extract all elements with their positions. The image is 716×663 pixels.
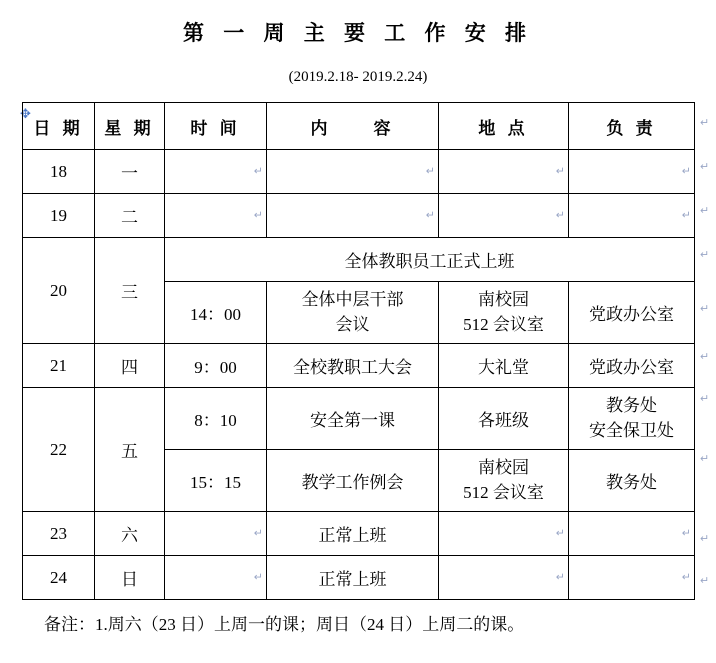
table-row: [23, 556, 695, 600]
paragraph-mark-icon: ↵: [681, 571, 691, 583]
cell-weekday-21: 四: [95, 344, 165, 388]
cell-owner-20: 党政办公室: [569, 282, 695, 344]
cell-content-22-a: 安全第一课: [267, 388, 439, 450]
row-end-mark-icon: ↵: [700, 533, 710, 545]
cell-weekday-18: 一: [95, 150, 165, 194]
document-page: [0, 17, 716, 663]
cell-time-21: 9：00: [165, 344, 267, 388]
row-end-mark-icon: ↵: [700, 249, 710, 261]
cell-weekday-20: 三: [95, 238, 165, 344]
cell-content-20-line1: 全体中层干部: [301, 289, 404, 309]
cell-place-22-b-line2: 512 会议室: [463, 482, 544, 502]
table-row: [23, 150, 695, 194]
row-end-mark-icon: ↵: [700, 117, 710, 129]
cell-place-20-line1: 南校园: [478, 289, 529, 309]
cell-weekday-24: 日: [95, 556, 165, 600]
cell-content-22-b: 教学工作例会: [267, 450, 439, 512]
column-header-date: 日 期: [23, 103, 95, 150]
paragraph-mark-icon: ↵: [681, 209, 691, 221]
cell-date-24: 24: [23, 556, 95, 600]
paragraph-mark-icon: ↵: [555, 165, 565, 177]
cell-date-19: 19: [23, 194, 95, 238]
table-row: [23, 388, 695, 450]
cell-owner-24: [569, 556, 695, 600]
paragraph-mark-icon: ↵: [253, 209, 263, 221]
table-row: [23, 512, 695, 556]
table-row: [23, 194, 695, 238]
row-end-mark-icon: ↵: [700, 161, 710, 173]
page-title: 第 一 周 主 要 工 作 安 排: [183, 21, 533, 45]
column-header-weekday: 星 期: [95, 103, 165, 150]
table-move-handle-icon[interactable]: ✥: [20, 106, 31, 121]
cell-owner-23: [569, 512, 695, 556]
cell-date-23: 23: [23, 512, 95, 556]
cell-place-19: [439, 194, 569, 238]
cell-owner-22-a-line1: 教务处: [606, 395, 657, 415]
column-header-time: 时 间: [165, 103, 267, 150]
cell-time-23: [165, 512, 267, 556]
cell-place-22-b: [439, 450, 569, 512]
paragraph-mark-icon: ↵: [681, 527, 691, 539]
table-row: [23, 344, 695, 388]
schedule-table: [22, 102, 695, 600]
paragraph-mark-icon: ↵: [253, 165, 263, 177]
table-row: [23, 238, 695, 282]
cell-owner-18: [569, 150, 695, 194]
cell-content-18: [267, 150, 439, 194]
cell-date-18: 18: [23, 150, 95, 194]
paragraph-mark-icon: ↵: [253, 527, 263, 539]
row-end-mark-icon: ↵: [700, 453, 710, 465]
cell-time-24: [165, 556, 267, 600]
cell-weekday-19: 二: [95, 194, 165, 238]
paragraph-mark-icon: ↵: [555, 527, 565, 539]
cell-owner-19: [569, 194, 695, 238]
row-end-mark-icon: ↵: [700, 575, 710, 587]
cell-owner-22-b: 教务处: [569, 450, 695, 512]
cell-weekday-23: 六: [95, 512, 165, 556]
cell-content-24: 正常上班: [267, 556, 439, 600]
cell-content-20: [267, 282, 439, 344]
cell-place-20: [439, 282, 569, 344]
cell-owner-21: 党政办公室: [569, 344, 695, 388]
paragraph-mark-icon: ↵: [555, 571, 565, 583]
paragraph-mark-icon: ↵: [253, 571, 263, 583]
cell-place-20-line2: 512 会议室: [463, 314, 544, 334]
paragraph-mark-icon: ↵: [555, 209, 565, 221]
cell-weekday-22: 五: [95, 388, 165, 512]
column-header-content: 内 容: [267, 103, 439, 150]
paragraph-mark-icon: ↵: [425, 165, 435, 177]
cell-time-22-b: 15：15: [165, 450, 267, 512]
cell-place-23: [439, 512, 569, 556]
cell-time-20: 14：00: [165, 282, 267, 344]
table-note: 备注：1.周六（23 日）上周一的课；周日（24 日）上周二的课。: [44, 615, 525, 634]
cell-time-22-a: 8：10: [165, 388, 267, 450]
cell-content-20-line2: 会议: [335, 314, 370, 334]
column-header-place: 地 点: [439, 103, 569, 150]
cell-banner-20: 全体教职员工正式上班: [165, 238, 695, 282]
row-end-mark-icon: ↵: [700, 303, 710, 315]
cell-place-21: 大礼堂: [439, 344, 569, 388]
paragraph-mark-icon: ↵: [425, 209, 435, 221]
cell-owner-22-a-line2: 安全保卫处: [589, 420, 674, 440]
page-subtitle: (2019.2.18- 2019.2.24): [288, 69, 428, 85]
column-header-owner: 负 责: [569, 103, 695, 150]
schedule-table-wrapper: [22, 102, 710, 600]
cell-content-21: 全校教职工大会: [267, 344, 439, 388]
row-end-mark-icon: ↵: [700, 351, 710, 363]
cell-content-19: [267, 194, 439, 238]
table-header-row: [23, 103, 695, 150]
cell-place-24: [439, 556, 569, 600]
paragraph-mark-icon: ↵: [681, 165, 691, 177]
cell-place-22-a: 各班级: [439, 388, 569, 450]
cell-place-22-b-line1: 南校园: [478, 457, 529, 477]
row-end-mark-icon: ↵: [700, 393, 710, 405]
cell-time-19: [165, 194, 267, 238]
cell-date-20: 20: [23, 238, 95, 344]
row-end-mark-icon: ↵: [700, 205, 710, 217]
cell-time-18: [165, 150, 267, 194]
cell-owner-22-a: [569, 388, 695, 450]
cell-date-21: 21: [23, 344, 95, 388]
cell-date-22: 22: [23, 388, 95, 512]
cell-content-23: 正常上班: [267, 512, 439, 556]
cell-place-18: [439, 150, 569, 194]
